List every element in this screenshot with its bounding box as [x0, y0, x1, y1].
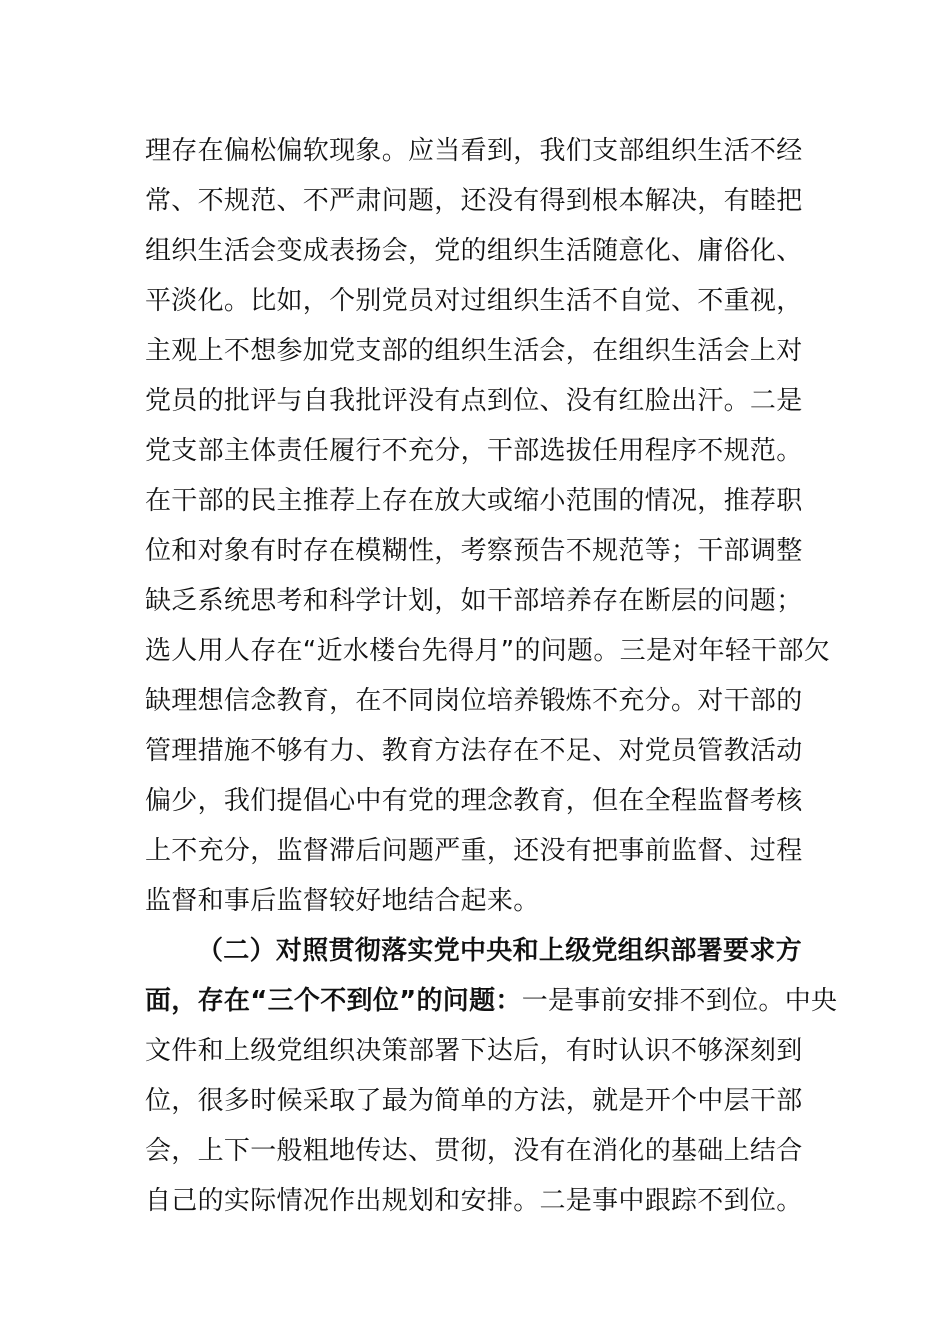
text-line: 上不充分，监督滞后问题严重，还没有把事前监督、过程: [145, 836, 803, 866]
section-body-text: 一是事前安排不到位。中央: [521, 986, 838, 1016]
text-line: 组织生活会变成表扬会，党的组织生活随意化、庸俗化、: [145, 236, 803, 266]
text-line: 偏少，我们提倡心中有党的理念教育，但在全程监督考核: [145, 786, 803, 816]
text-line: 文件和上级党组织决策部署下达后，有时认识不够深刻到: [145, 1036, 803, 1066]
text-line: 常、不规范、不严肃问题，还没有得到根本解决，有睦把: [145, 186, 803, 216]
text-line: 选人用人存在“近水楼台先得月”的问题。三是对年轻干部欠: [145, 636, 831, 666]
text-line: 监督和事后监督较好地结合起来。: [145, 886, 540, 916]
text-line: 党支部主体责任履行不充分，干部选拔任用程序不规范。: [145, 436, 803, 466]
text-line: 管理措施不够有力、教育方法存在不足、对党员管教活动: [145, 736, 803, 766]
text-line: 位和对象有时存在模糊性，考察预告不规范等；干部调整: [145, 536, 803, 566]
text-line: 在干部的民主推荐上存在放大或缩小范围的情况，推荐职: [145, 486, 803, 516]
document-body: [145, 126, 838, 1226]
text-line: 自己的实际情况作出规划和安排。二是事中跟踪不到位。: [145, 1186, 803, 1216]
text-line: 平淡化。比如，个别党员对过组织生活不自觉、不重视，: [145, 286, 803, 316]
section-heading-continuation: [145, 976, 838, 1026]
text-line: 理存在偏松偏软现象。应当看到，我们支部组织生活不经: [145, 136, 803, 166]
text-line: 会，上下一般粗地传达、贯彻，没有在消化的基础上结合: [145, 1136, 803, 1166]
text-line: 缺理想信念教育，在不同岗位培养锻炼不充分。对干部的: [145, 686, 803, 716]
section-heading-bold-text: 面，存在“三个不到位”的问题：: [145, 986, 522, 1016]
text-line: 主观上不想参加党支部的组织生活会，在组织生活会上对: [145, 336, 803, 366]
text-line: 位，很多时候采取了最为简单的方法，就是开个中层干部: [145, 1086, 803, 1116]
section-heading: （二）对照贯彻落实党中央和上级党组织部署要求方: [197, 936, 802, 966]
text-line: 党员的批评与自我批评没有点到位、没有红脸出汗。二是: [145, 386, 803, 416]
text-line: 缺乏系统思考和科学计划，如干部培养存在断层的问题；: [145, 586, 803, 616]
